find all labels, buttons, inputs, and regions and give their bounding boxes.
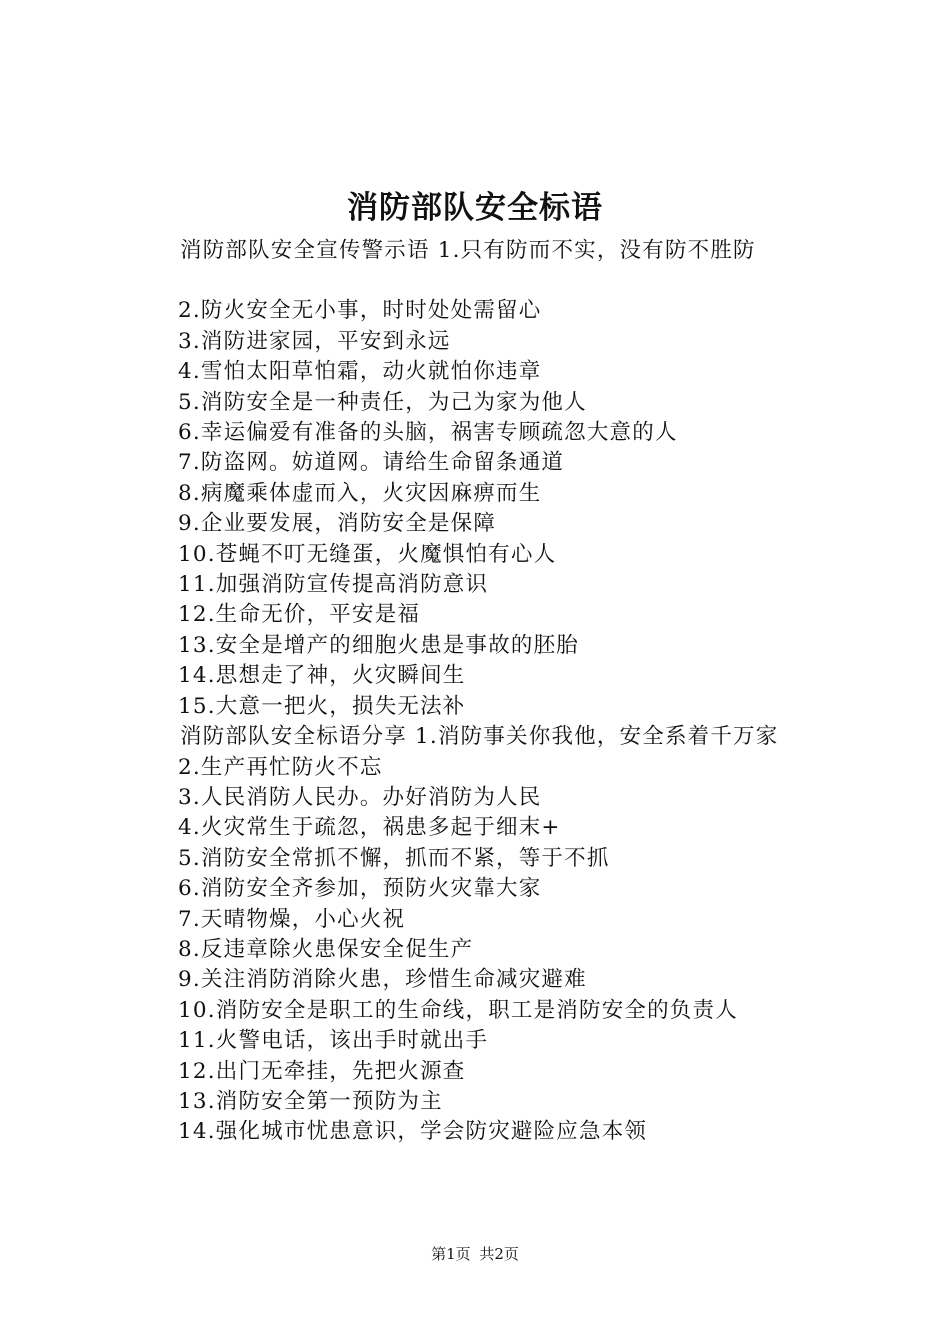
list-item: 2.防火安全无小事，时时处处需留心 xyxy=(178,298,542,324)
list-item: 7.防盗网。妨道网。请给生命留条通道 xyxy=(178,450,565,476)
list-item: 4.火灾常生于疏忽，祸患多起于细末+ xyxy=(178,815,561,841)
document-title: 消防部队安全标语 xyxy=(347,190,603,226)
list-item: 3.消防进家园，平安到永远 xyxy=(178,328,451,354)
list-item: 15.大意一把火，损失无法补 xyxy=(178,693,466,719)
section1-intro: 消防部队安全宣传警示语 1.只有防而不实，没有防不胜防 xyxy=(180,238,756,263)
section1-list xyxy=(128,296,838,722)
list-item: 6.幸运偏爱有准备的头脑，祸害专顾疏忽大意的人 xyxy=(178,420,678,446)
section2-intro: 消防部队安全标语分享 1.消防事关你我他，安全系着千万家 xyxy=(180,724,779,750)
list-item: 8.病魔乘体虚而入，火灾因麻痹而生 xyxy=(178,480,542,506)
list-item: 11.加强消防宣传提高消防意识 xyxy=(178,572,489,598)
list-item: 3.人民消防人民办。办好消防为人民 xyxy=(178,784,542,810)
list-item: 13.安全是增产的细胞火患是事故的胚胎 xyxy=(178,632,579,658)
list-item: 7.天晴物燥，小心火祝 xyxy=(178,906,406,932)
list-item: 12.生命无价，平安是福 xyxy=(178,602,421,628)
page-footer xyxy=(0,1244,950,1264)
document-body xyxy=(128,236,838,1148)
page-number: 第1页 xyxy=(431,1245,471,1263)
page-total: 共2页 xyxy=(479,1245,519,1263)
section2-list xyxy=(128,753,838,1148)
list-item: 5.消防安全常抓不懈，抓而不紧，等于不抓 xyxy=(178,845,610,871)
list-item: 14.强化城市忧患意识，学会防灾避险应急本领 xyxy=(178,1119,648,1145)
list-item: 2.生产再忙防火不忘 xyxy=(178,754,383,780)
list-item: 11.火警电话，该出手时就出手 xyxy=(178,1028,489,1054)
list-item: 14.思想走了神，火灾瞬间生 xyxy=(178,663,466,689)
list-item: 10.苍蝇不叮无缝蛋，火魔惧怕有心人 xyxy=(178,541,557,567)
list-item: 4.雪怕太阳草怕霜，动火就怕你违章 xyxy=(178,359,542,385)
list-item: 9.关注消防消除火患，珍惜生命减灾避难 xyxy=(178,967,587,993)
list-item: 12.出门无牵挂，先把火源查 xyxy=(178,1058,466,1084)
list-item: 9.企业要发展，消防安全是保障 xyxy=(178,511,497,537)
list-item: 8.反违章除火患保安全促生产 xyxy=(178,936,474,962)
list-item: 10.消防安全是职工的生命线，职工是消防安全的负责人 xyxy=(178,997,738,1023)
list-item: 5.消防安全是一种责任，为己为家为他人 xyxy=(178,389,587,415)
list-item: 6.消防安全齐参加，预防火灾靠大家 xyxy=(178,876,542,902)
list-item: 13.消防安全第一预防为主 xyxy=(178,1088,443,1114)
